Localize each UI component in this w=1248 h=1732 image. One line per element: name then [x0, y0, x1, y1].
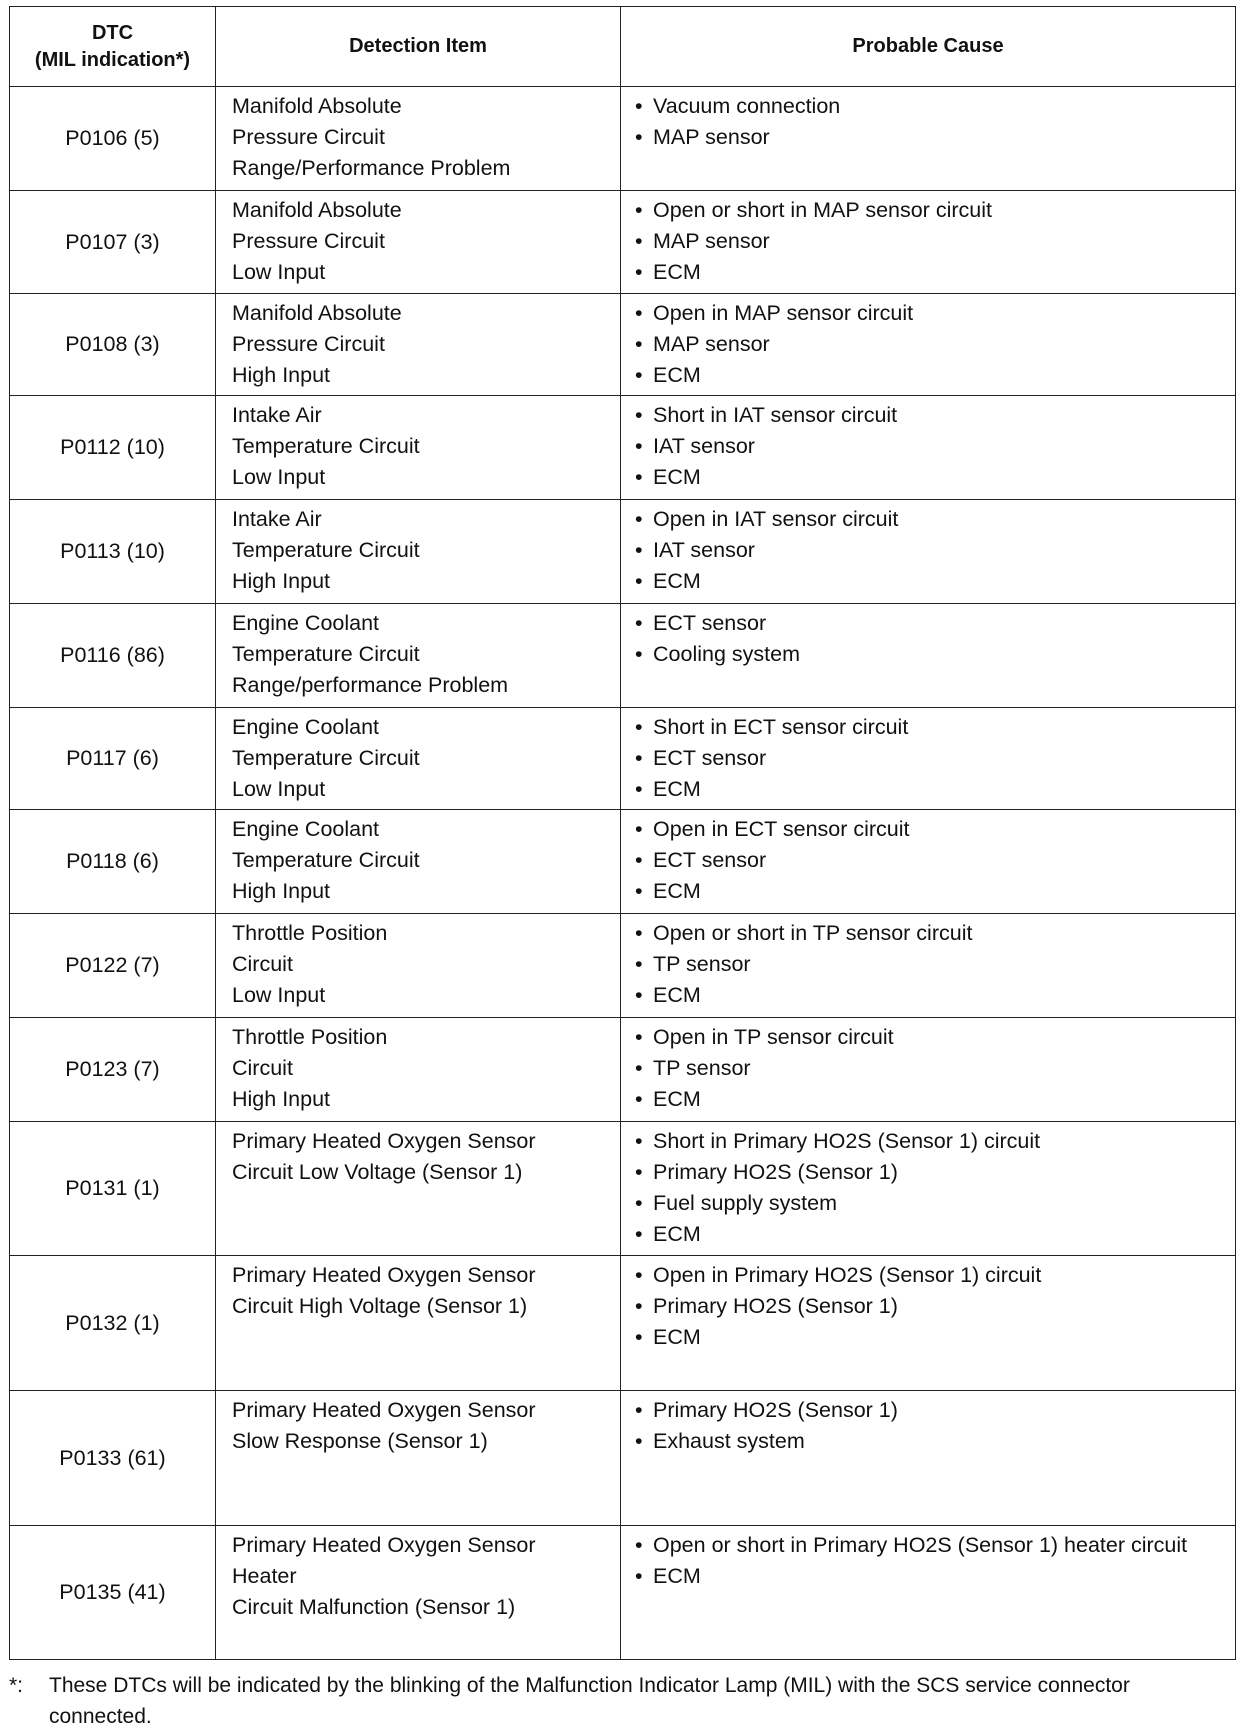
cause-text: Primary HO2S (Sensor 1): [653, 1160, 898, 1184]
cause-item: [635, 298, 1227, 329]
cause-text: Fuel supply system: [653, 1191, 838, 1215]
cause-text: Open or short in MAP sensor circuit: [653, 198, 992, 222]
header-detection-item: Detection Item: [216, 7, 621, 87]
bullet-icon: •: [635, 1129, 643, 1153]
detection-item: [216, 1526, 621, 1660]
detection-item: [216, 87, 621, 191]
cause-text: TP sensor: [653, 1056, 751, 1080]
cause-text: ECM: [653, 879, 701, 903]
detection-item-line: Pressure Circuit: [232, 229, 385, 253]
detection-item-line: Range/performance Problem: [232, 673, 509, 697]
cause-text: ECM: [653, 1564, 701, 1588]
table-header-row: [10, 7, 1236, 87]
detection-item: [216, 1018, 621, 1122]
cause-text: TP sensor: [653, 952, 751, 976]
detection-item-line: Low Input: [232, 260, 326, 284]
probable-cause: [621, 708, 1236, 810]
table-row: [10, 1256, 1236, 1391]
table-row: [10, 191, 1236, 294]
cause-item: [635, 774, 1227, 805]
detection-item-line: Intake Air: [232, 507, 322, 531]
bullet-icon: •: [635, 611, 643, 635]
probable-cause: [621, 294, 1236, 396]
detection-item-line: Manifold Absolute: [232, 198, 402, 222]
cause-text: Cooling system: [653, 642, 800, 666]
detection-item-line: Slow Response (Sensor 1): [232, 1429, 488, 1453]
cause-item: [635, 504, 1227, 535]
detection-item: [216, 810, 621, 914]
cause-item: [635, 535, 1227, 566]
probable-cause: [621, 1122, 1236, 1256]
cause-item: [635, 195, 1227, 226]
cause-item: [635, 814, 1227, 845]
bullet-icon: •: [635, 1056, 643, 1080]
detection-item-line: Pressure Circuit: [232, 125, 385, 149]
cause-item: [635, 1426, 1227, 1457]
cause-item: [635, 462, 1227, 493]
table-row: [10, 87, 1236, 191]
dtc-code: P0123 (7): [10, 1018, 216, 1122]
cause-item: [635, 1188, 1227, 1219]
cause-item: [635, 360, 1227, 391]
detection-item: [216, 191, 621, 294]
cause-item: [635, 566, 1227, 597]
bullet-icon: •: [635, 260, 643, 284]
dtc-code: P0131 (1): [10, 1122, 216, 1256]
dtc-code: P0113 (10): [10, 500, 216, 604]
cause-item: [635, 743, 1227, 774]
cause-text: ECM: [653, 465, 701, 489]
cause-item: [635, 1395, 1227, 1426]
cause-item: [635, 122, 1227, 153]
header-dtc-line2: (MIL indication*): [34, 48, 191, 71]
cause-text: ECM: [653, 569, 701, 593]
probable-cause: [621, 604, 1236, 708]
detection-item-line: Pressure Circuit: [232, 332, 385, 356]
dtc-code: P0112 (10): [10, 396, 216, 500]
detection-item-line: Circuit Malfunction (Sensor 1): [232, 1595, 516, 1619]
bullet-icon: •: [635, 403, 643, 427]
cause-item: [635, 1530, 1227, 1561]
probable-cause: [621, 810, 1236, 914]
detection-item: [216, 1256, 621, 1391]
cause-text: Open or short in TP sensor circuit: [653, 921, 973, 945]
cause-text: Open in IAT sensor circuit: [653, 507, 899, 531]
cause-item: [635, 91, 1227, 122]
bullet-icon: •: [635, 817, 643, 841]
cause-item: [635, 431, 1227, 462]
detection-item-line: Temperature Circuit: [232, 746, 420, 770]
detection-item-line: Primary Heated Oxygen Sensor: [232, 1398, 536, 1422]
detection-item-line: Temperature Circuit: [232, 848, 420, 872]
detection-item-line: Primary Heated Oxygen Sensor: [232, 1533, 536, 1557]
dtc-code: P0108 (3): [10, 294, 216, 396]
bullet-icon: •: [635, 777, 643, 801]
probable-cause: [621, 1526, 1236, 1660]
cause-item: [635, 845, 1227, 876]
dtc-code: P0106 (5): [10, 87, 216, 191]
bullet-icon: •: [635, 848, 643, 872]
detection-item: [216, 294, 621, 396]
detection-item-line: High Input: [232, 1087, 331, 1111]
detection-item-line: Low Input: [232, 983, 326, 1007]
bullet-icon: •: [635, 879, 643, 903]
table-row: [10, 914, 1236, 1018]
detection-item-line: Heater: [232, 1564, 297, 1588]
bullet-icon: •: [635, 1294, 643, 1318]
cause-item: [635, 980, 1227, 1011]
cause-text: ECT sensor: [653, 848, 767, 872]
table-row: [10, 396, 1236, 500]
table-row: [10, 604, 1236, 708]
detection-item-line: Temperature Circuit: [232, 434, 420, 458]
table-row: [10, 1018, 1236, 1122]
cause-text: ECT sensor: [653, 746, 767, 770]
bullet-icon: •: [635, 1564, 643, 1588]
dtc-code: P0135 (41): [10, 1526, 216, 1660]
detection-item-line: Circuit Low Voltage (Sensor 1): [232, 1160, 523, 1184]
detection-item: [216, 914, 621, 1018]
probable-cause: [621, 1018, 1236, 1122]
header-dtc-line1: DTC: [91, 21, 134, 44]
probable-cause: [621, 191, 1236, 294]
cause-item: [635, 226, 1227, 257]
detection-item-line: Intake Air: [232, 403, 322, 427]
cause-item: [635, 1561, 1227, 1592]
detection-item-line: Circuit: [232, 1056, 293, 1080]
table-row: [10, 500, 1236, 604]
cause-item: [635, 257, 1227, 288]
cause-text: ECM: [653, 777, 701, 801]
cause-item: [635, 329, 1227, 360]
footnote: [9, 1670, 1229, 1732]
bullet-icon: •: [635, 715, 643, 739]
detection-item-line: Manifold Absolute: [232, 94, 402, 118]
detection-item-line: High Input: [232, 363, 331, 387]
bullet-icon: •: [635, 1325, 643, 1349]
table-row: [10, 294, 1236, 396]
detection-item-line: Manifold Absolute: [232, 301, 402, 325]
cause-text: Primary HO2S (Sensor 1): [653, 1398, 898, 1422]
detection-item: [216, 1391, 621, 1526]
table-row: [10, 708, 1236, 810]
detection-item-line: Engine Coolant: [232, 817, 380, 841]
cause-text: Open in MAP sensor circuit: [653, 301, 914, 325]
cause-text: ECM: [653, 363, 701, 387]
cause-item: [635, 918, 1227, 949]
cause-text: MAP sensor: [653, 229, 770, 253]
cause-item: [635, 876, 1227, 907]
table-row: [10, 1526, 1236, 1660]
dtc-code: P0116 (86): [10, 604, 216, 708]
cause-text: Short in IAT sensor circuit: [653, 403, 898, 427]
bullet-icon: •: [635, 198, 643, 222]
bullet-icon: •: [635, 125, 643, 149]
bullet-icon: •: [635, 434, 643, 458]
bullet-icon: •: [635, 538, 643, 562]
bullet-icon: •: [635, 1222, 643, 1246]
bullet-icon: •: [635, 952, 643, 976]
cause-item: [635, 608, 1227, 639]
cause-item: [635, 1322, 1227, 1353]
probable-cause: [621, 1391, 1236, 1526]
detection-item-line: Engine Coolant: [232, 611, 380, 635]
cause-text: Open in TP sensor circuit: [653, 1025, 894, 1049]
bullet-icon: •: [635, 229, 643, 253]
dtc-table: [9, 6, 1236, 1660]
cause-item: [635, 1291, 1227, 1322]
bullet-icon: •: [635, 1429, 643, 1453]
detection-item-line: Low Input: [232, 465, 326, 489]
probable-cause: [621, 914, 1236, 1018]
header-probable-cause: Probable Cause: [621, 7, 1236, 87]
cause-text: Open or short in Primary HO2S (Sensor 1) heater circuit: [653, 1533, 1188, 1557]
detection-item: [216, 396, 621, 500]
cause-text: Primary HO2S (Sensor 1): [653, 1294, 898, 1318]
bullet-icon: •: [635, 465, 643, 489]
bullet-icon: •: [635, 569, 643, 593]
dtc-code: P0133 (61): [10, 1391, 216, 1526]
footnote-mark: *:: [9, 1674, 24, 1697]
dtc-code: P0132 (1): [10, 1256, 216, 1391]
detection-item: [216, 500, 621, 604]
probable-cause: [621, 87, 1236, 191]
bullet-icon: •: [635, 1263, 643, 1287]
probable-cause: [621, 1256, 1236, 1391]
cause-text: IAT sensor: [653, 538, 755, 562]
cause-text: Open in Primary HO2S (Sensor 1) circuit: [653, 1263, 1042, 1287]
probable-cause: [621, 500, 1236, 604]
cause-text: ECM: [653, 1222, 701, 1246]
cause-item: [635, 712, 1227, 743]
cause-text: Vacuum connection: [653, 94, 841, 118]
detection-item-line: Circuit: [232, 952, 293, 976]
cause-item: [635, 639, 1227, 670]
cause-text: Exhaust system: [653, 1429, 805, 1453]
detection-item-line: Throttle Position: [232, 921, 388, 945]
bullet-icon: •: [635, 1160, 643, 1184]
dtc-code: P0118 (6): [10, 810, 216, 914]
probable-cause: [621, 396, 1236, 500]
bullet-icon: •: [635, 1025, 643, 1049]
detection-item-line: Circuit High Voltage (Sensor 1): [232, 1294, 528, 1318]
dtc-code: P0107 (3): [10, 191, 216, 294]
cause-text: ECM: [653, 260, 701, 284]
detection-item-line: Low Input: [232, 777, 326, 801]
cause-text: ECT sensor: [653, 611, 767, 635]
cause-text: Short in Primary HO2S (Sensor 1) circuit: [653, 1129, 1041, 1153]
bullet-icon: •: [635, 1398, 643, 1422]
bullet-icon: •: [635, 1087, 643, 1111]
bullet-icon: •: [635, 1191, 643, 1215]
table-body: [10, 87, 1236, 1660]
detection-item-line: Primary Heated Oxygen Sensor: [232, 1263, 536, 1287]
cause-item: [635, 1219, 1227, 1250]
cause-item: [635, 1084, 1227, 1115]
bullet-icon: •: [635, 642, 643, 666]
bullet-icon: •: [635, 983, 643, 1007]
detection-item-line: Primary Heated Oxygen Sensor: [232, 1129, 536, 1153]
cause-item: [635, 1157, 1227, 1188]
detection-item-line: Engine Coolant: [232, 715, 380, 739]
cause-text: MAP sensor: [653, 125, 770, 149]
cause-text: ECM: [653, 1087, 701, 1111]
detection-item-line: Temperature Circuit: [232, 538, 420, 562]
dtc-code: P0117 (6): [10, 708, 216, 810]
bullet-icon: •: [635, 921, 643, 945]
table-row: [10, 1391, 1236, 1526]
bullet-icon: •: [635, 1533, 643, 1557]
cause-text: IAT sensor: [653, 434, 755, 458]
detection-item: [216, 604, 621, 708]
bullet-icon: •: [635, 332, 643, 356]
cause-item: [635, 1260, 1227, 1291]
bullet-icon: •: [635, 746, 643, 770]
cause-item: [635, 949, 1227, 980]
cause-text: Open in ECT sensor circuit: [653, 817, 910, 841]
header-dtc: [10, 7, 216, 87]
cause-text: ECM: [653, 983, 701, 1007]
cause-text: MAP sensor: [653, 332, 770, 356]
detection-item-line: Range/Performance Problem: [232, 156, 511, 180]
bullet-icon: •: [635, 363, 643, 387]
cause-text: Short in ECT sensor circuit: [653, 715, 909, 739]
detection-item-line: Throttle Position: [232, 1025, 388, 1049]
cause-item: [635, 400, 1227, 431]
dtc-code: P0122 (7): [10, 914, 216, 1018]
bullet-icon: •: [635, 301, 643, 325]
cause-item: [635, 1022, 1227, 1053]
table-row: [10, 810, 1236, 914]
footnote-text: These DTCs will be indicated by the blinking of the Malfunction Indicator Lamp (MIL) with the SCS service connector connected.: [49, 1674, 1130, 1728]
cause-item: [635, 1126, 1227, 1157]
detection-item-line: Temperature Circuit: [232, 642, 420, 666]
cause-text: ECM: [653, 1325, 701, 1349]
bullet-icon: •: [635, 507, 643, 531]
detection-item: [216, 1122, 621, 1256]
table-row: [10, 1122, 1236, 1256]
detection-item: [216, 708, 621, 810]
bullet-icon: •: [635, 94, 643, 118]
detection-item-line: High Input: [232, 569, 331, 593]
cause-item: [635, 1053, 1227, 1084]
detection-item-line: High Input: [232, 879, 331, 903]
